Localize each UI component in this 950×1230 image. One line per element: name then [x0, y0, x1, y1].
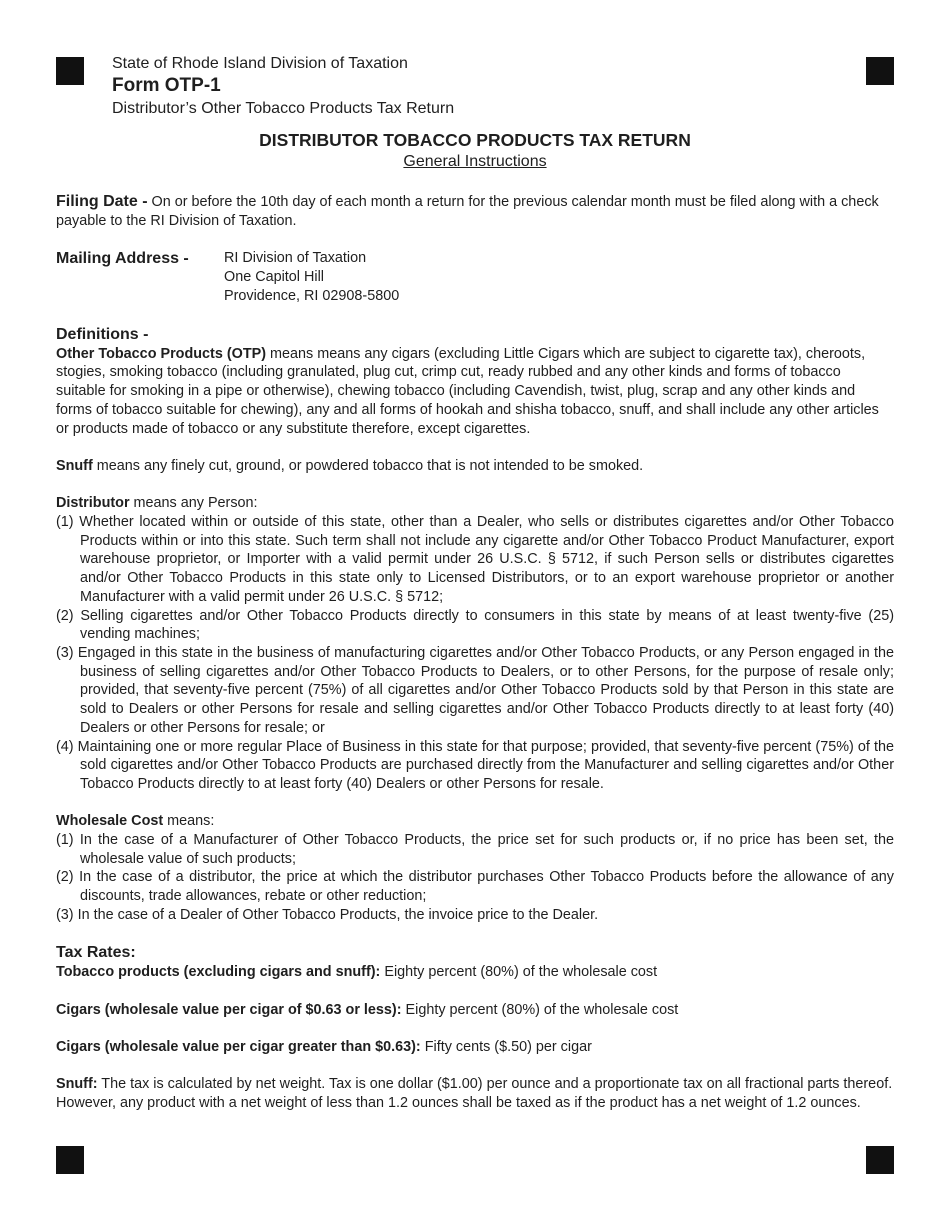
snuff-term: Snuff	[56, 457, 93, 474]
filing-date-label: Filing Date -	[56, 193, 148, 210]
mailing-address-lines	[224, 249, 399, 306]
tax-rate-tobacco-label: Tobacco products (excluding cigars and snuff):	[56, 964, 381, 981]
distributor-definition	[56, 494, 894, 513]
distributor-item: (4) Maintaining one or more regular Place of Business in this state for that purpose; provided, that seventy-five percent (75%) of the sold cigarettes and/or Other Tobacco Products are purchased directly from the Manufacturer and selling cigarettes and/or Other Tobacco Products directly to at least forty (40) Dealers or other Persons for resale.	[56, 738, 894, 792]
wholesale-cost-definition	[56, 812, 894, 831]
registration-mark-top-right	[866, 57, 894, 85]
distributor-item: (2) Selling cigarettes and/or Other Tobacco Products directly to consumers in this state by means of at least twenty-five (25) vending machines;	[56, 607, 894, 643]
tax-rate-snuff	[56, 1075, 894, 1112]
distributor-text: means any Person:	[129, 495, 258, 512]
filing-date-text: On or before the 10th day of each month a return for the previous calendar month must be filed along with a check payable to the RI Division of Taxation.	[56, 194, 879, 229]
form-header	[112, 54, 712, 120]
distributor-item: (3) Engaged in this state in the business of manufacturing cigarettes and/or Other Tobacco Products, or any Person engaged in the business of selling cigarettes and/or Other Tobacco Products to Dealers, or to other Persons, for the purpose of resale only; provided, that seventy-five percent (75%) of all cigarettes and/or Other Tobacco Products sold by that Person in this state are sold to Dealers or other Persons for resale and selling cigarettes and/or Other Tobacco Products directly to at least forty (40) Dealers or other Persons for resale; or	[56, 645, 894, 736]
page-title: DISTRIBUTOR TOBACCO PRODUCTS TAX RETURN	[259, 130, 691, 150]
tax-rate-snuff-label: Snuff:	[56, 1076, 98, 1093]
snuff-definition	[56, 457, 894, 476]
mailing-address-line: RI Division of Taxation	[224, 250, 367, 267]
wholesale-cost-term: Wholesale Cost	[56, 813, 164, 830]
wholesale-cost-item: (1) In the case of a Manufacturer of Other Tobacco Products, the price set for such products or, if no price has been set, the wholesale value of such products;	[56, 832, 894, 867]
mailing-address	[56, 249, 894, 306]
definitions-heading: Definitions -	[56, 325, 149, 343]
agency-name: State of Rhode Island Division of Taxation	[112, 55, 408, 72]
tax-rate-tobacco	[56, 963, 894, 982]
tax-rate-cigars-high-label: Cigars (wholesale value per cigar greater than $0.63):	[56, 1039, 421, 1055]
wholesale-cost-item: (3) In the case of a Dealer of Other Tobacco Products, the invoice price to the Dealer.	[56, 906, 599, 923]
tax-rate-cigars-high-text: Fifty cents ($.50) per cigar	[420, 1039, 592, 1055]
distributor-term: Distributor	[56, 495, 130, 512]
registration-mark-top-left	[56, 57, 84, 85]
filing-date-paragraph	[56, 193, 894, 230]
page-subtitle: General Instructions	[403, 153, 547, 170]
otp-definition	[56, 345, 894, 439]
instructions-body	[56, 193, 894, 1113]
otp-text: means means any cigars (excluding Little Cigars which are subject to cigarette tax), cheroots, stogies, smoking tobacco (including granulated, plug cut, crimp cut, ready rubbed and any other kinds and forms of tobacco suitable for smoking in a pipe or otherwise), chewing tobacco (including Cavendish, twist, plug, scrap and any other kinds and forms of tobacco suitable for chewing), any and all forms of hookah and shisha tobacco, snuff, and shall include any other articles or products made of tobacco or any substitute therefore, except cigarettes.	[56, 345, 879, 437]
distributor-item: (1) Whether located within or outside of this state, other than a Dealer, who sells or distributes cigarettes and/or Other Tobacco Products within or into this state. Such term shall not include any cigarette and/or Other Tobacco Product Manufacturer, export warehouse proprietor, or Importer with a valid permit under 26 U.S.C. § 5712, if such Person sells or distributes cigarettes and/or Other Tobacco Products in this state only to Licensed Distributors, or to an export warehouse proprietor or another Manufacturer with a valid permit under 26 U.S.C. § 5712;	[56, 514, 894, 605]
form-number: Form OTP-1	[112, 75, 221, 96]
tax-rate-cigars-low-label: Cigars (wholesale value per cigar of $0.63 or less):	[56, 1001, 402, 1018]
tax-rate-snuff-text: The tax is calculated by net weight. Tax is one dollar ($1.00) per ounce and a proportionate tax on all fractional parts thereof. However, any product with a net weight of less than 1.2 ounces shall be taxed as if the product has a net weight of 1.2 ounces.	[56, 1076, 893, 1112]
tax-rate-cigars-low	[56, 1001, 894, 1020]
tax-rates-heading: Tax Rates:	[56, 944, 136, 962]
wholesale-cost-text: means:	[163, 813, 215, 830]
mailing-address-line: Providence, RI 02908-5800	[224, 288, 400, 305]
tax-rate-tobacco-text: Eighty percent (80%) of the wholesale cost	[380, 964, 658, 981]
snuff-text: means any finely cut, ground, or powdered tobacco that is not intended to be smoked.	[92, 457, 644, 474]
otp-term: Other Tobacco Products (OTP)	[56, 345, 267, 362]
mailing-address-line: One Capitol Hill	[224, 269, 324, 286]
page-title-block	[56, 129, 894, 173]
registration-mark-bottom-left	[56, 1146, 84, 1174]
wholesale-cost-item: (2) In the case of a distributor, the price at which the distributor purchases Other Tobacco Products before the allowance of any discounts, trade allowances, rebate or other reduction;	[56, 869, 894, 905]
registration-mark-bottom-right	[866, 1146, 894, 1174]
mailing-address-label: Mailing Address -	[56, 250, 189, 268]
form-subtitle: Distributor’s Other Tobacco Products Tax Return	[112, 100, 455, 117]
tax-rate-cigars-low-text: Eighty percent (80%) of the wholesale cost	[401, 1001, 679, 1018]
tax-rate-cigars-high	[56, 1038, 894, 1057]
